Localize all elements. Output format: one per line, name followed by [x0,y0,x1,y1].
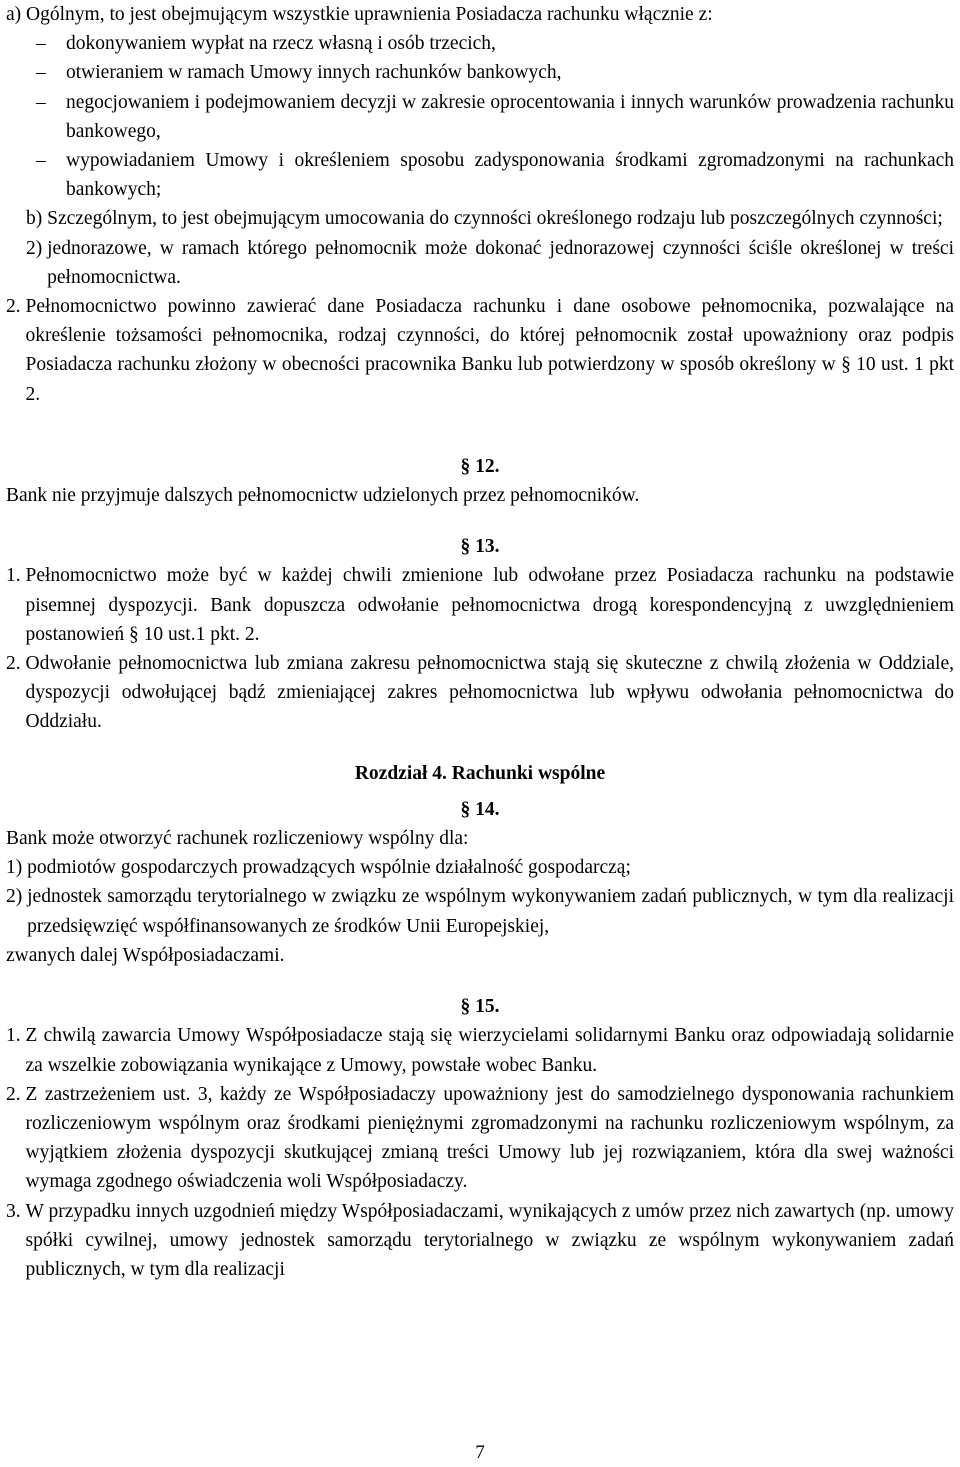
dash-list-item [36,58,954,87]
section-13-item [6,649,954,737]
item-text: jednorazowe, w ramach którego pełnomocnik może dokonać jednorazowej czynności ściśle określonej w treści pełnomocnictwa. [47,237,954,288]
dash-item-text: dokonywaniem wypłat na rzecz własną i osób trzecich, [66,33,496,55]
item-text: Szczególnym, to jest obejmującym umocowania do czynności określonego rodzaju lub poszczególnych czynności; [47,208,943,230]
dash-bullet: – [36,150,46,172]
item-text: Pełnomocnictwo może być w każdej chwili zmienione lub odwołane przez Posiadacza rachunku na podstawie pisemnej dyspozycji. Bank dopuszcza odwołanie pełnomocnictwa drogą korespondencyjną z uwzględnieniem postanowień § 10 ust.1 pkt. 2. [25,565,954,645]
dash-bullet: – [36,62,46,84]
dash-list-item [36,29,954,58]
item-label: 2. [6,653,26,675]
section-15-item [6,1080,954,1197]
section-14-item [6,853,954,882]
dash-item-text: wypowiadaniem Umowy i określeniem sposobu zadysponowania środkami zgromadzonymi na rachunkach bankowych; [66,150,954,201]
item-label: 2) [6,886,28,908]
list-item-b [26,204,954,233]
item-text: Pełnomocnictwo powinno zawierać dane Posiadacza rachunku i dane osobowe pełnomocnika, pozwalające na określenie tożsamości pełnomocnika, rodzaj czynności, do której pełnomocnik został upoważniony oraz podpis Posiadacza rachunku złożony w obecności pracownika Banku lub potwierdzony w sposób określony w § 10 ust. 1 pkt 2. [25,296,954,405]
item-text: W przypadku innych uzgodnień między Współposiadaczami, wynikających z umów przez nich zawartych (np. umowy spółki cywilnej, umowy jednostek samorządu terytorialnego w związku ze wspólnym wykonywaniem zadań publicznych, w tym dla realizacji [25,1200,954,1280]
section-15-item [6,1197,954,1285]
section-number-13: § 13. [460,536,500,558]
section-14-item [6,882,954,940]
list-item-a [6,0,954,29]
section-14-outro: zwanych dalej Współposiadaczami. [6,944,285,966]
dash-bullet: – [36,33,46,55]
item-text: Z zastrzeżeniem ust. 3, każdy ze Współposiadaczy upoważniony jest do samodzielnego dysponowania rachunkiem rozliczeniowym wspólnym oraz środkami pieniężnymi zgromadzonymi na rachunku rozliczeniowym wspólnym, za wyjątkiem złożenia dyspozycji skutkującej zmianą treści Umowy lub jej rozwiązaniem, która dla swej ważności wymaga zgodnego oświadczenia woli Współposiadaczy. [25,1083,954,1193]
item-text: Z chwilą zawarcia Umowy Współposiadacze stają się wierzycielami solidarnymi Banku oraz odpowiadają solidarnie za wszelkie zobowiązania wynikające z Umowy, powstałe wobec Banku. [25,1025,954,1076]
item-text: Odwołanie pełnomocnictwa lub zmiana zakresu pełnomocnictwa stają się skuteczne z chwilą złożenia w Oddziale, dyspozycji odwołującej bądź zmieniającej zakres pełnomocnictwa lub wpływu odwołania pełnomocnictwa do Oddziału. [25,653,954,733]
item-label: 1) [6,857,28,879]
dash-item-text: negocjowaniem i podejmowaniem decyzji w zakresie oprocentowania i innych warunków prowadzenia rachunku bankowego, [66,91,954,142]
section-number-12: § 12. [460,455,500,477]
page-number: 7 [475,1442,485,1463]
item-text: jednostek samorządu terytorialnego w związku ze wspólnym wykonywaniem zadań publicznych, w tym dla realizacji przedsięwzięć współfinansowanych ze środków Unii Europejskiej, [27,886,954,937]
item-label: a) [6,4,27,25]
section-12-text: Bank nie przyjmuje dalszych pełnomocnictw udzielonych przez pełnomocników. [6,485,640,507]
item-label: 2) [26,237,48,259]
item-text: Ogólnym, to jest obejmującym wszystkie uprawnienia Posiadacza rachunku włącznie z: [26,4,713,25]
section-14-intro: Bank może otworzyć rachunek rozliczeniowy wspólny dla: [6,828,469,850]
item-label: 1. [6,1025,26,1047]
item-label: 3. [6,1200,26,1222]
dash-list-item [36,146,954,204]
section-13-item [6,561,954,649]
dash-item-text: otwieraniem w ramach Umowy innych rachunków bankowych, [66,62,562,84]
dash-bullet: – [36,91,46,113]
item-label: 2. [6,296,26,318]
section-number-15: § 15. [460,996,500,1018]
item-label: 2. [6,1083,26,1105]
item-text: podmiotów gospodarczych prowadzących wspólnie działalność gospodarczą; [27,857,631,879]
document-page [6,0,954,1284]
paragraph-2 [6,292,954,409]
item-label: b) [26,208,48,230]
section-15-item [6,1021,954,1079]
dash-list-item [36,88,954,146]
item-label: 1. [6,565,26,587]
section-number-14: § 14. [460,798,500,820]
list-item-2-paren [26,234,954,292]
chapter-title: Rozdział 4. Rachunki wspólne [354,762,606,784]
